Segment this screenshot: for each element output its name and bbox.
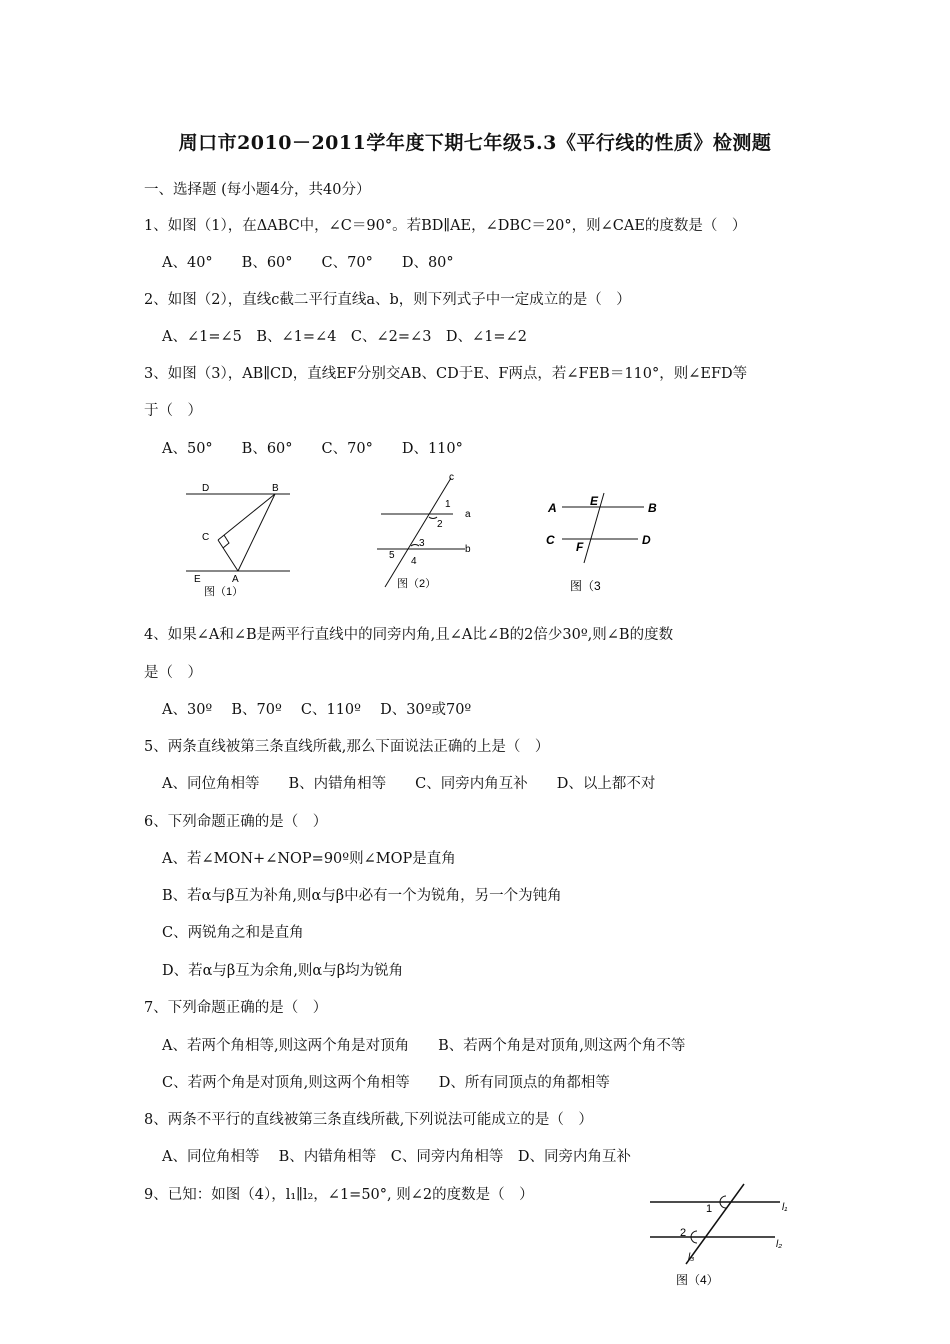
question-7-stem: 7、下列命题正确的是（ ） — [144, 1000, 328, 1016]
fig3-label-d: D — [642, 533, 651, 547]
fig3-label-c: C — [546, 533, 555, 547]
figure-2 — [375, 470, 485, 599]
question-1-stem: 1、如图（1），在ΔABC中，∠C＝90°。若BD∥AE，∠DBC＝20°，则∠CAE的度数是（ ） — [144, 218, 747, 234]
question-6-option-d: D、若α与β互为余角,则α与β均为锐角 — [162, 963, 404, 979]
figure-4 — [640, 1180, 800, 1299]
fig2-angle-4: 4 — [411, 556, 417, 567]
question-6-option-a: A、若∠MON+∠NOP=90º则∠MOP是直角 — [162, 851, 456, 867]
fig1-label-c: C — [202, 532, 210, 543]
fig3-label-e: E — [590, 494, 599, 508]
question-2-stem: 2、如图（2），直线c截二平行直线a、b，则下列式子中一定成立的是（ ） — [144, 292, 631, 308]
question-3-stem-cont: 于（ ） — [144, 403, 202, 419]
fig2-angle-5: 5 — [389, 550, 395, 561]
page-title: 周口市2010－2011学年度下期七年级5.3《平行线的性质》检测题 — [178, 132, 772, 154]
fig4-caption: 图（4） — [676, 1273, 719, 1287]
fig1-label-e: E — [194, 574, 201, 585]
question-8-stem: 8、两条不平行的直线被第三条直线所截,下列说法可能成立的是（ ） — [144, 1112, 593, 1128]
question-6-option-b: B、若α与β互为补角,则α与β中必有一个为锐角，另一个为钝角 — [162, 888, 562, 904]
fig2-caption: 图（2） — [397, 578, 437, 590]
question-3-stem: 3、如图（3），AB∥CD，直线EF分别交AB、CD于E、F两点，若∠FEB＝110°，则∠EFD等 — [144, 366, 748, 382]
fig4-angle-2: 2 — [680, 1227, 687, 1239]
fig1-caption: 图（1） — [204, 586, 244, 598]
fig2-angle-3: 3 — [419, 538, 425, 549]
fig3-caption: 图（3 — [570, 579, 601, 593]
fig3-label-b: B — [648, 501, 657, 515]
fig4-label-l1: l₁ — [782, 1202, 788, 1213]
question-4-stem: 4、如果∠A和∠B是两平行直线中的同旁内角,且∠A比∠B的2倍少30º,则∠B的度数 — [144, 627, 674, 643]
question-9-stem: 9、已知：如图（4），l₁∥l₂，∠1=50°, 则∠2的度数是（ ） — [144, 1187, 534, 1203]
fig3-label-a: A — [548, 501, 557, 515]
fig4-angle-1: 1 — [706, 1203, 713, 1215]
question-2-options: A、∠1=∠5 B、∠1=∠4 C、∠2=∠3 D、∠1=∠2 — [162, 329, 527, 345]
question-5-options: A、同位角相等 B、内错角相等 C、同旁内角互补 D、以上都不对 — [162, 776, 656, 792]
question-1-options: A、40° B、60° C、70° D、80° — [162, 255, 454, 271]
question-8-options: A、同位角相等 B、内错角相等 C、同旁内角相等 D、同旁内角互补 — [162, 1149, 631, 1165]
fig1-label-a: A — [232, 574, 239, 585]
fig1-label-b: B — [272, 483, 279, 494]
fig2-label-b: b — [465, 544, 471, 555]
fig3-label-f: F — [576, 540, 584, 554]
fig4-label-l3: l₃ — [688, 1252, 695, 1263]
question-7-options-cd: C、若两个角是对顶角,则这两个角相等 D、所有同顶点的角都相等 — [162, 1075, 610, 1091]
question-6-option-c: C、两锐角之和是直角 — [162, 925, 304, 941]
fig2-angle-2: 2 — [437, 519, 443, 530]
figure-1 — [180, 478, 300, 607]
question-7-options-ab: A、若两个角相等,则这两个角是对顶角 B、若两个角是对顶角,则这两个角不等 — [162, 1038, 686, 1054]
question-4-options: A、30º B、70º C、110º D、30º或70º — [162, 702, 472, 718]
figure-3 — [540, 485, 670, 604]
fig1-label-d: D — [202, 483, 210, 494]
section-heading: 一、选择题 (每小题4分，共40分） — [144, 182, 371, 198]
question-6-stem: 6、下列命题正确的是（ ） — [144, 814, 328, 830]
fig4-label-l2: l₂ — [776, 1239, 783, 1250]
fig2-label-a: a — [465, 509, 471, 520]
fig2-label-c: c — [449, 472, 454, 483]
fig2-angle-1: 1 — [445, 499, 451, 510]
question-3-options: A、50° B、60° C、70° D、110° — [162, 441, 463, 457]
question-4-stem-cont: 是（ ） — [144, 665, 202, 681]
question-5-stem: 5、两条直线被第三条直线所截,那么下面说法正确的上是（ ） — [144, 739, 550, 755]
